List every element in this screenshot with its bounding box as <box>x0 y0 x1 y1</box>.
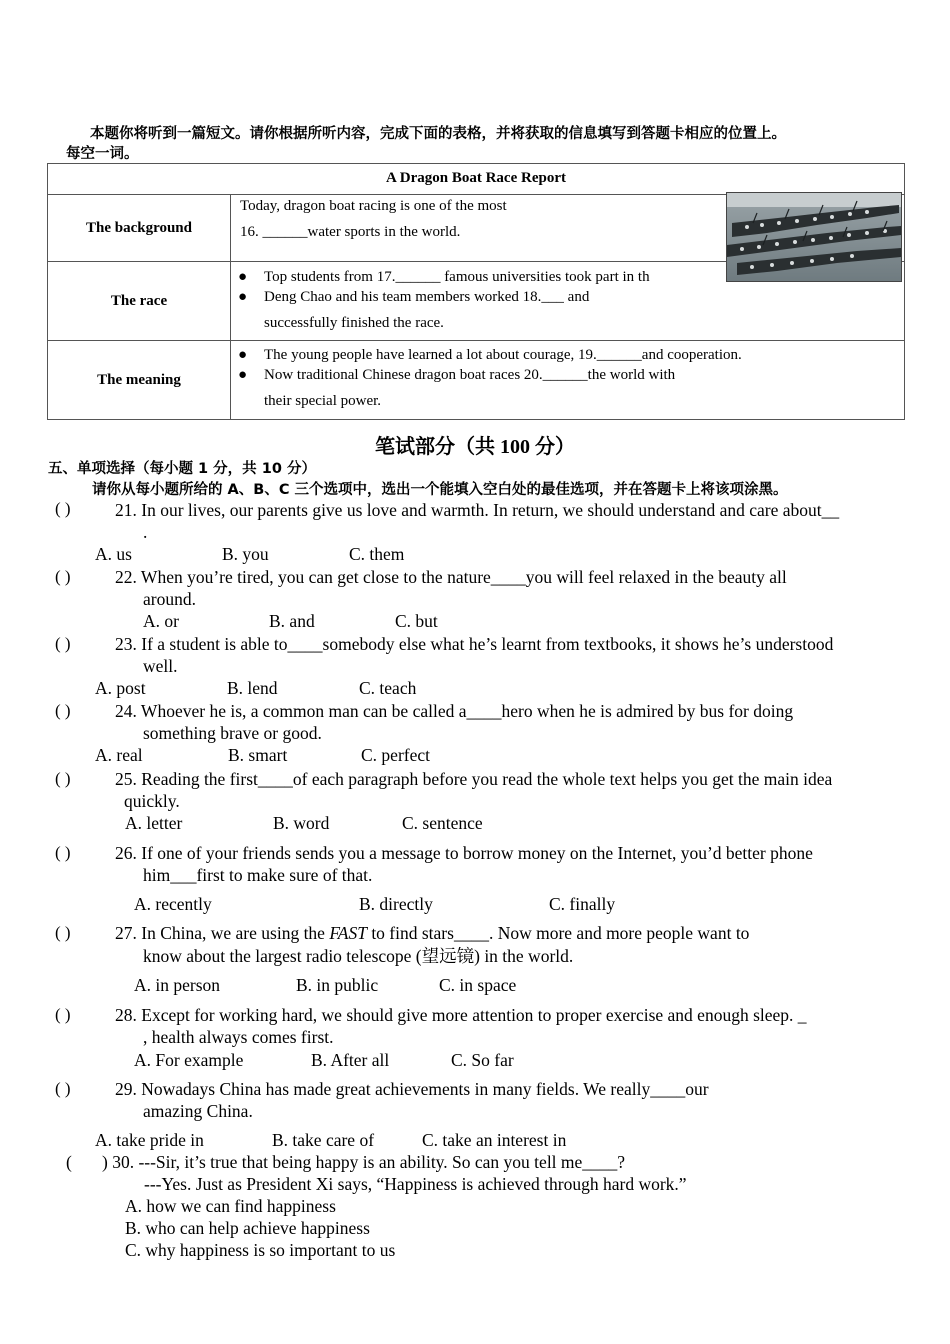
q27-line-1 <box>115 922 749 944</box>
answer-paren: ( ) <box>55 1079 71 1098</box>
q29-option-b: B. take care of <box>272 1130 375 1150</box>
bullet-icon: ● <box>238 347 248 363</box>
q27-options <box>134 974 516 996</box>
answer-paren: ( ) <box>55 499 71 518</box>
q26-option-a: A. recently <box>134 894 212 914</box>
q29-options <box>95 1129 566 1151</box>
q21-line-1: 21. In our lives, our parents give us love and warmth. In return, we should understand and care about__ <box>115 500 840 520</box>
q26-line-1: 26. If one of your friends sends you a message to borrow money on the Internet, you’d better phone <box>115 843 813 863</box>
meaning-bullet-2 <box>231 365 904 385</box>
answer-paren: ( ) <box>55 843 71 862</box>
q23-option-a: A. post <box>95 678 146 698</box>
q21-option-c: C. them <box>349 544 405 564</box>
background-line-1: Today, dragon boat racing is one of the most <box>240 198 507 214</box>
race-bullet-1-text: Top students from 17.______ famous universities took part in th <box>264 269 650 285</box>
q21-option-a: A. us <box>95 544 132 564</box>
meaning-continuation: their special power. <box>264 393 382 409</box>
q24-line-1: 24. Whoever he is, a common man can be called a____hero when he is admired by bus for doing <box>115 701 794 721</box>
q27-fast: FAST <box>329 923 367 943</box>
q26-option-c: C. finally <box>549 894 616 914</box>
bullet-icon: ● <box>238 289 248 305</box>
race-continuation: successfully finished the race. <box>264 315 444 331</box>
meaning-bullet-1-text: The young people have learned a lot about courage, 19.______and cooperation. <box>264 347 742 363</box>
q24-option-b: B. smart <box>228 745 288 765</box>
q24-option-a: A. real <box>95 745 143 765</box>
section-5-title: 五、单项选择（每小题 1 分，共 10 分） <box>48 461 316 477</box>
instructions-line-1: 本题你将听到一篇短文。请你根据所听内容，完成下面的表格，并将获取的信息填写到答题卡相应的位置上。 <box>90 126 786 142</box>
answer-paren: ( ) <box>55 567 71 586</box>
q24-option-c: C. perfect <box>361 745 430 765</box>
meaning-cell <box>231 341 905 420</box>
q29-option-a: A. take pride in <box>95 1130 204 1150</box>
q27-text-a: 27. In China, we are using the <box>115 923 330 943</box>
q21-options <box>95 543 404 565</box>
q30-option-b: B. who can help achieve happiness <box>125 1218 370 1238</box>
q22-line-1: 22. When you’re tired, you can get close to the nature____you will feel relaxed in the beauty all <box>115 567 787 587</box>
q30-paren-open: ( <box>66 1152 72 1172</box>
q22-option-c: C. but <box>395 611 438 631</box>
answer-paren: ( ) <box>55 923 71 942</box>
meaning-bullet-1 <box>231 345 904 365</box>
q28-line-2: , health always comes first. <box>143 1027 334 1047</box>
q27-option-b: B. in public <box>296 975 379 995</box>
q26-options <box>134 893 615 915</box>
q23-line-2: well. <box>143 656 178 676</box>
background-line-2: 16. ______water sports in the world. <box>240 224 461 240</box>
q29-option-c: C. take an interest in <box>422 1130 567 1150</box>
q27-option-a: A. in person <box>134 975 221 995</box>
q24-line-2: something brave or good. <box>143 723 322 743</box>
q30-option-c: C. why happiness is so important to us <box>125 1240 396 1260</box>
section-5-instruction: 请你从每小题所给的 A、B、C 三个选项中，选出一个能填入空白处的最佳选项，并在答题卡上将该项涂黑。 <box>92 482 788 498</box>
q26-line-2: him___first to make sure of that. <box>143 865 373 885</box>
q25-options <box>125 812 483 834</box>
q30-line-2: ---Yes. Just as President Xi says, “Happiness is achieved through hard work.” <box>144 1174 687 1194</box>
q28-option-b: B. After all <box>311 1050 390 1070</box>
q27-text-c: to find stars____. Now more and more people want to <box>366 923 750 943</box>
q24-options <box>95 744 430 766</box>
q22-option-b: B. and <box>269 611 315 631</box>
dragon-boat-image <box>727 193 901 281</box>
row-head-meaning: The meaning <box>48 341 231 420</box>
q23-option-c: C. teach <box>359 678 417 698</box>
q22-option-a: A. or <box>143 611 179 631</box>
row-head-race: The race <box>48 262 231 341</box>
q25-option-a: A. letter <box>125 813 183 833</box>
q30-option-a: A. how we can find happiness <box>125 1196 336 1216</box>
q22-options <box>143 610 438 632</box>
q26-option-b: B. directly <box>359 894 433 914</box>
meaning-bullet-2-text: Now traditional Chinese dragon boat races 20.______the world with <box>264 367 676 383</box>
bullet-icon: ● <box>238 269 248 285</box>
answer-paren: ( ) <box>55 1005 71 1024</box>
q23-option-b: B. lend <box>227 678 278 698</box>
table-title: A Dragon Boat Race Report <box>48 164 905 195</box>
q23-options <box>95 677 416 699</box>
race-bullet-2 <box>231 287 904 307</box>
q25-line-2: quickly. <box>124 791 180 811</box>
q29-line-1: 29. Nowadays China has made great achievements in many fields. We really____our <box>115 1079 709 1099</box>
q21-line-2: . <box>143 522 148 542</box>
q25-option-b: B. word <box>273 813 330 833</box>
q28-option-c: C. So far <box>451 1050 514 1070</box>
race-bullet-2-text: Deng Chao and his team members worked 18.___ and <box>264 289 590 305</box>
q22-line-2: around. <box>143 589 196 609</box>
q23-line-1: 23. If a student is able to____somebody else what he’s learnt from textbooks, it shows he’s understood <box>115 634 834 654</box>
q25-option-c: C. sentence <box>402 813 483 833</box>
dragon-boat-photo <box>726 192 902 282</box>
listening-instructions <box>66 124 916 164</box>
row-head-background: The background <box>48 195 231 262</box>
instructions-line-2: 每空一词。 <box>66 146 139 162</box>
q21-option-b: B. you <box>222 544 269 564</box>
answer-paren: ( ) <box>55 769 71 788</box>
answer-paren: ( ) <box>55 634 71 653</box>
answer-paren: ( ) <box>55 701 71 720</box>
q28-line-1: 28. Except for working hard, we should give more attention to proper exercise and enough sleep. _ <box>115 1005 807 1025</box>
q30-line-1: ) 30. ---Sir, it’s true that being happy is an ability. So can you tell me____? <box>102 1152 626 1172</box>
q27-option-c: C. in space <box>439 975 517 995</box>
bullet-icon: ● <box>238 367 248 383</box>
written-section-title: 笔试部分（共 100 分） <box>375 436 575 458</box>
q25-line-1: 25. Reading the first____of each paragraph before you read the whole text helps you get the main idea <box>115 769 833 789</box>
q28-options <box>134 1049 514 1071</box>
q27-line-2: know about the largest radio telescope (望远镜) in the world. <box>143 946 574 966</box>
q29-line-2: amazing China. <box>143 1101 253 1121</box>
q28-option-a: A. For example <box>134 1050 244 1070</box>
